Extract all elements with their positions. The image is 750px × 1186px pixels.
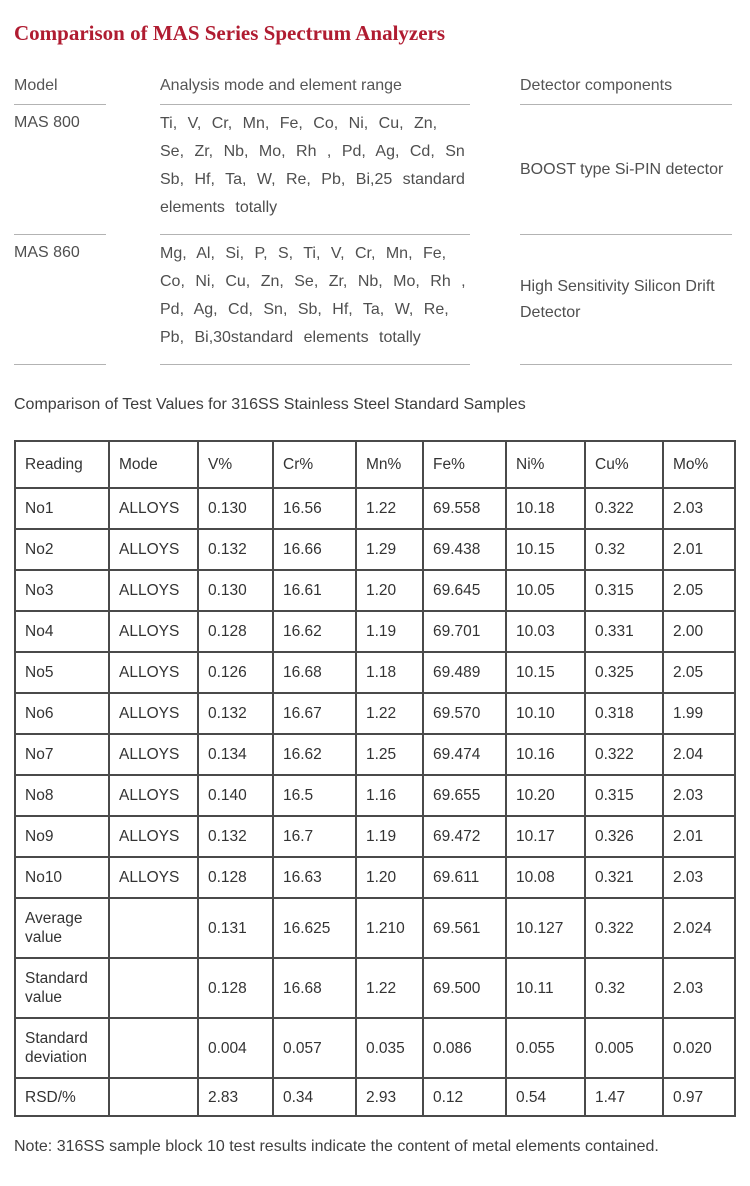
table-cell: No5 (15, 652, 109, 693)
table-cell: 16.5 (273, 775, 356, 816)
table-cell: 2.93 (356, 1078, 423, 1116)
table-cell: ALLOYS (109, 570, 198, 611)
table-cell: 1.19 (356, 816, 423, 857)
table-cell: 1.20 (356, 570, 423, 611)
table-cell: ALLOYS (109, 693, 198, 734)
table-cell: 1.22 (356, 693, 423, 734)
table-cell: No4 (15, 611, 109, 652)
table-cell: 0.12 (423, 1078, 506, 1116)
column-header-detector: Detector components (520, 77, 732, 105)
table-cell: 16.62 (273, 611, 356, 652)
table-cell: 69.570 (423, 693, 506, 734)
test-table-row (15, 816, 735, 857)
table-cell: Ni% (506, 441, 585, 488)
table-cell: 0.97 (663, 1078, 735, 1116)
table-cell: Cu% (585, 441, 663, 488)
table-cell: 69.655 (423, 775, 506, 816)
page-title: Comparison of MAS Series Spectrum Analyzers (14, 21, 446, 45)
table-cell: 2.03 (663, 488, 735, 529)
detector-text: BOOST type Si-PIN detector (520, 160, 724, 178)
table-cell: 0.140 (198, 775, 273, 816)
table-cell: ALLOYS (109, 652, 198, 693)
table-cell: 10.16 (506, 734, 585, 775)
column-header-analysis-mode: Analysis mode and element range (160, 77, 470, 105)
footer-note: Note: 316SS sample block 10 test results indicate the content of metal elements contained. (14, 1138, 659, 1155)
element-range-line: Co, Ni, Cu, Zn, Se, Zr, Nb, Mo, Rh , (160, 273, 466, 290)
table-cell (109, 958, 198, 1018)
table-cell: 0.055 (506, 1018, 585, 1078)
table-cell: 16.68 (273, 652, 356, 693)
table-cell: 0.130 (198, 570, 273, 611)
table-cell: 69.701 (423, 611, 506, 652)
table-cell: 10.18 (506, 488, 585, 529)
table-cell: ALLOYS (109, 488, 198, 529)
table-cell: No2 (15, 529, 109, 570)
table-cell: 10.127 (506, 898, 585, 958)
table-cell: Mo% (663, 441, 735, 488)
table-cell: 69.611 (423, 857, 506, 898)
table-cell: No10 (15, 857, 109, 898)
table-cell: 16.62 (273, 734, 356, 775)
table-cell: V% (198, 441, 273, 488)
table-cell: 0.322 (585, 734, 663, 775)
table-cell: 0.318 (585, 693, 663, 734)
table-cell: 10.03 (506, 611, 585, 652)
table-cell: Standard value (15, 958, 109, 1018)
table-cell: 0.322 (585, 488, 663, 529)
table-cell: 2.00 (663, 611, 735, 652)
element-range-line: Mg, Al, Si, P, S, Ti, V, Cr, Mn, Fe, (160, 245, 447, 262)
element-range-line: Pd, Ag, Cd, Sn, Sb, Hf, Ta, W, Re, (160, 301, 449, 318)
table-cell: 0.057 (273, 1018, 356, 1078)
detector-description (520, 235, 732, 365)
test-table-row (15, 1078, 735, 1116)
analyzers-table (0, 77, 750, 365)
test-table-row (15, 775, 735, 816)
table-cell: 2.04 (663, 734, 735, 775)
table-cell: 69.561 (423, 898, 506, 958)
table-cell: No6 (15, 693, 109, 734)
table-cell: 0.32 (585, 529, 663, 570)
table-cell: 0.132 (198, 529, 273, 570)
table-cell: ALLOYS (109, 611, 198, 652)
table-cell: ALLOYS (109, 857, 198, 898)
table-cell: 0.134 (198, 734, 273, 775)
table-cell (109, 1018, 198, 1078)
table-cell: 69.645 (423, 570, 506, 611)
element-range (160, 235, 470, 365)
table-cell (109, 1078, 198, 1116)
table-cell: ALLOYS (109, 816, 198, 857)
test-table-body (15, 441, 735, 1116)
element-range-line: Sb, Hf, Ta, W, Re, Pb, Bi,25 standard (160, 171, 465, 188)
table-cell: Fe% (423, 441, 506, 488)
table-cell: ALLOYS (109, 775, 198, 816)
table-cell: 0.321 (585, 857, 663, 898)
table-cell: 16.61 (273, 570, 356, 611)
table-cell: No9 (15, 816, 109, 857)
table-cell: 10.17 (506, 816, 585, 857)
table-cell: 69.438 (423, 529, 506, 570)
test-table-row (15, 488, 735, 529)
table-cell: RSD/% (15, 1078, 109, 1116)
table-cell: 0.005 (585, 1018, 663, 1078)
table-cell: 0.020 (663, 1018, 735, 1078)
table-cell: 0.130 (198, 488, 273, 529)
table-cell: 0.34 (273, 1078, 356, 1116)
table-cell: 1.25 (356, 734, 423, 775)
table-cell: 10.11 (506, 958, 585, 1018)
table-cell: 10.15 (506, 652, 585, 693)
table-cell: 69.558 (423, 488, 506, 529)
test-table-row (15, 857, 735, 898)
table-cell: 16.67 (273, 693, 356, 734)
table-cell: 16.66 (273, 529, 356, 570)
table-cell: No7 (15, 734, 109, 775)
table-cell: 2.05 (663, 652, 735, 693)
table-cell: 16.68 (273, 958, 356, 1018)
column-header-model: Model (14, 77, 106, 105)
table-cell: 69.474 (423, 734, 506, 775)
table-cell: 0.128 (198, 611, 273, 652)
table-cell: Mode (109, 441, 198, 488)
test-table-row (15, 1018, 735, 1078)
table-cell: 16.63 (273, 857, 356, 898)
table-cell: 69.489 (423, 652, 506, 693)
table-cell: 10.05 (506, 570, 585, 611)
table-cell: 2.03 (663, 857, 735, 898)
table-cell: 16.56 (273, 488, 356, 529)
table-cell: No3 (15, 570, 109, 611)
test-table-row (15, 734, 735, 775)
table-cell: 0.315 (585, 570, 663, 611)
analyzers-header-row (0, 77, 750, 105)
table-cell: Standard deviation (15, 1018, 109, 1078)
table-cell: 0.086 (423, 1018, 506, 1078)
table-cell: 0.128 (198, 958, 273, 1018)
table-cell: 2.83 (198, 1078, 273, 1116)
table-cell: 1.22 (356, 958, 423, 1018)
table-cell: 2.03 (663, 775, 735, 816)
table-cell (109, 898, 198, 958)
table-cell: 1.20 (356, 857, 423, 898)
element-range (160, 105, 470, 235)
table-cell: 1.18 (356, 652, 423, 693)
table-cell: Average value (15, 898, 109, 958)
table-cell: 0.54 (506, 1078, 585, 1116)
table-cell: 1.29 (356, 529, 423, 570)
table-cell: 10.20 (506, 775, 585, 816)
table-cell: No8 (15, 775, 109, 816)
detector-text: High Sensitivity Silicon Drift Detector (520, 277, 715, 321)
element-range-line: elements totally (160, 199, 278, 216)
table-cell: 2.01 (663, 529, 735, 570)
test-table-header-row (15, 441, 735, 488)
detector-description (520, 105, 732, 235)
table-cell: Reading (15, 441, 109, 488)
analyzer-row-mas860 (0, 235, 750, 365)
table-cell: 1.99 (663, 693, 735, 734)
table-cell: 1.16 (356, 775, 423, 816)
table-cell: 0.035 (356, 1018, 423, 1078)
table-cell: 0.131 (198, 898, 273, 958)
model-name: MAS 800 (14, 105, 106, 235)
test-table-row (15, 958, 735, 1018)
table-cell: 10.10 (506, 693, 585, 734)
table-cell: ALLOYS (109, 529, 198, 570)
table-cell: 1.210 (356, 898, 423, 958)
table-cell: ALLOYS (109, 734, 198, 775)
table-cell: 0.132 (198, 693, 273, 734)
table-cell: 0.126 (198, 652, 273, 693)
test-table-row (15, 898, 735, 958)
test-table-row (15, 570, 735, 611)
test-values-table (14, 440, 736, 1117)
table-cell: 0.322 (585, 898, 663, 958)
element-range-line: Se, Zr, Nb, Mo, Rh , Pd, Ag, Cd, Sn (160, 143, 465, 160)
table-cell: 69.500 (423, 958, 506, 1018)
table-cell: 0.132 (198, 816, 273, 857)
test-table-row (15, 529, 735, 570)
table-cell: 16.625 (273, 898, 356, 958)
table-cell: 0.325 (585, 652, 663, 693)
table-cell: 0.331 (585, 611, 663, 652)
table-cell: 2.05 (663, 570, 735, 611)
table-cell: 16.7 (273, 816, 356, 857)
table-cell: 0.32 (585, 958, 663, 1018)
table-cell: Cr% (273, 441, 356, 488)
table-cell: 10.08 (506, 857, 585, 898)
table-cell: 1.47 (585, 1078, 663, 1116)
table-cell: 1.22 (356, 488, 423, 529)
table-cell: 1.19 (356, 611, 423, 652)
element-range-line: Ti, V, Cr, Mn, Fe, Co, Ni, Cu, Zn, (160, 115, 438, 132)
table-cell: 2.03 (663, 958, 735, 1018)
test-values-section-title: Comparison of Test Values for 316SS Stainless Steel Standard Samples (14, 396, 526, 413)
element-range-line: Pb, Bi,30standard elements totally (160, 329, 421, 346)
table-cell: 2.024 (663, 898, 735, 958)
model-name: MAS 860 (14, 235, 106, 365)
test-table-row (15, 693, 735, 734)
table-cell: 0.326 (585, 816, 663, 857)
table-cell: 69.472 (423, 816, 506, 857)
analyzer-row-mas800 (0, 105, 750, 235)
table-cell: 0.128 (198, 857, 273, 898)
test-table-row (15, 611, 735, 652)
table-cell: 2.01 (663, 816, 735, 857)
table-cell: Mn% (356, 441, 423, 488)
table-cell: 0.315 (585, 775, 663, 816)
table-cell: No1 (15, 488, 109, 529)
table-cell: 10.15 (506, 529, 585, 570)
table-cell: 0.004 (198, 1018, 273, 1078)
test-table-row (15, 652, 735, 693)
